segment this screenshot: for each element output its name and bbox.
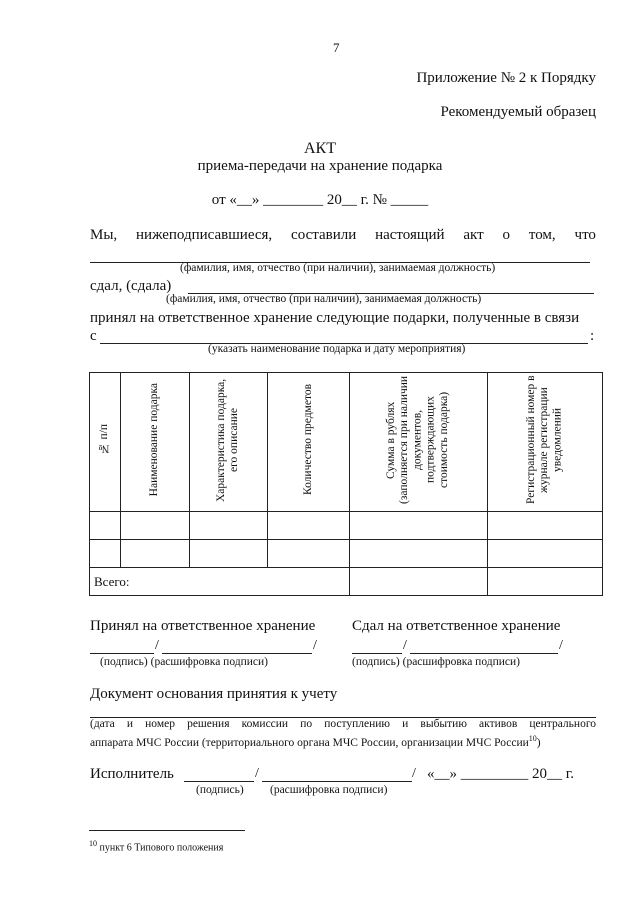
act-subtitle: приема-передачи на хранение подарка [197,158,443,174]
header-text: Количество предметов [301,383,314,495]
c-label: с [90,328,97,344]
gift-caption: (указать наименование подарка и дату мероприятия) [208,343,466,355]
table-total-row [90,568,603,596]
executor-label: Исполнитель [90,766,174,782]
handed-caption: (фамилия, имя, отчество (при наличии), занимаемая должность) [166,293,482,305]
appendix-label: Приложение № 2 к Порядку [416,70,596,86]
header-cell [90,373,121,512]
table-cell[interactable] [350,540,488,568]
total-sum-cell[interactable] [350,568,488,596]
accepted-signature-title: Принял на ответственное хранение [90,618,316,634]
colon: : [590,328,595,344]
table-cell[interactable] [90,540,121,568]
table-cell[interactable] [121,540,190,568]
header-text: Сумма в рублях (заполняется при наличии документов, подтверждающих стоимость подарка) [385,375,451,504]
slash: / [559,638,563,653]
table-cell[interactable] [488,512,603,540]
header-cell [488,373,603,512]
gifts-table [89,372,603,596]
header-cell [190,373,268,512]
sample-label: Рекомендуемый образец [440,104,596,120]
table-cell[interactable] [268,540,350,568]
executor-decode-caption: (расшифровка подписи) [270,784,388,796]
header-cell [350,373,488,512]
header-cell [268,373,350,512]
handed-label: сдал, (сдала) [90,278,172,294]
slash: / [403,638,407,653]
table-cell[interactable] [121,512,190,540]
handed-signature-title: Сдал на ответственное хранение [352,618,561,634]
accepted-sign-caption: (подпись) (расшифровка подписи) [100,656,269,668]
header-text: Регистрационный номер в журнале регистрации уведомлений [525,375,564,504]
total-label-cell: Всего: [90,568,350,596]
act-title: АКТ [304,140,336,157]
executor-sign-caption: (подпись) [196,784,244,796]
table-cell[interactable] [488,540,603,568]
basis-caption-line1: (дата и номер решения комиссии по поступлению и выбытию активов центрального [90,718,596,730]
handed-sign-caption: (подпись) (расшифровка подписи) [352,656,521,668]
header-cell [121,373,190,512]
executor-sign-line[interactable] [184,781,254,782]
slash: / [313,638,317,653]
accepted-text: принял на ответственное хранение следующие подарки, полученные в связи [90,310,580,326]
footnote [89,839,223,853]
table-cell[interactable] [90,512,121,540]
intro-word: нижеподписавшиеся, [136,227,273,243]
intro-sentence [90,227,596,244]
table-cell[interactable] [350,512,488,540]
handed-decode-line[interactable] [410,653,558,654]
accepted-sign-line[interactable] [90,653,154,654]
intro-word: о [502,227,511,243]
intro-word: что [574,227,596,243]
footnote-divider [89,830,245,831]
header-text: № п/п [98,424,111,455]
footnote-number: 10 [89,839,97,848]
basis-caption-line2 [90,734,541,749]
slash: / [412,766,416,781]
intro-word: акт [463,227,484,243]
table-cell[interactable] [190,512,268,540]
table-cell[interactable] [190,540,268,568]
handed-sign-line[interactable] [352,653,402,654]
header-text: Характеристика подарка, его описание [215,377,241,502]
basis-title: Документ основания принятия к учету [90,686,338,702]
intro-word: настоящий [375,227,445,243]
footnote-text: пункт 6 Типового положения [97,842,224,854]
act-date-line: от «__» ________ 20__ г. № _____ [211,192,429,208]
header-text: Наименование подарка [148,382,161,497]
executor-decode-line[interactable] [262,781,412,782]
footnote-ref[interactable]: 10 [528,734,537,743]
page-number: 7 [333,40,340,55]
executor-date[interactable]: «__» _________ 20__ г. [427,766,574,782]
slash: / [155,638,159,653]
accepted-decode-line[interactable] [162,653,312,654]
slash: / [255,766,259,781]
intro-word: составили [291,227,357,243]
basis-caption-text: аппарата МЧС России (территориального органа МЧС России, организации МЧС России [90,736,529,749]
table-header-row [90,373,603,512]
table-row [90,540,603,568]
intro-word: Мы, [90,227,118,243]
total-reg-cell[interactable] [488,568,603,596]
intro-word: том, [528,227,556,243]
table-row [90,512,603,540]
table-cell[interactable] [268,512,350,540]
basis-caption-close: ) [536,736,541,749]
receiver-caption: (фамилия, имя, отчество (при наличии), занимаемая должность) [180,262,496,274]
